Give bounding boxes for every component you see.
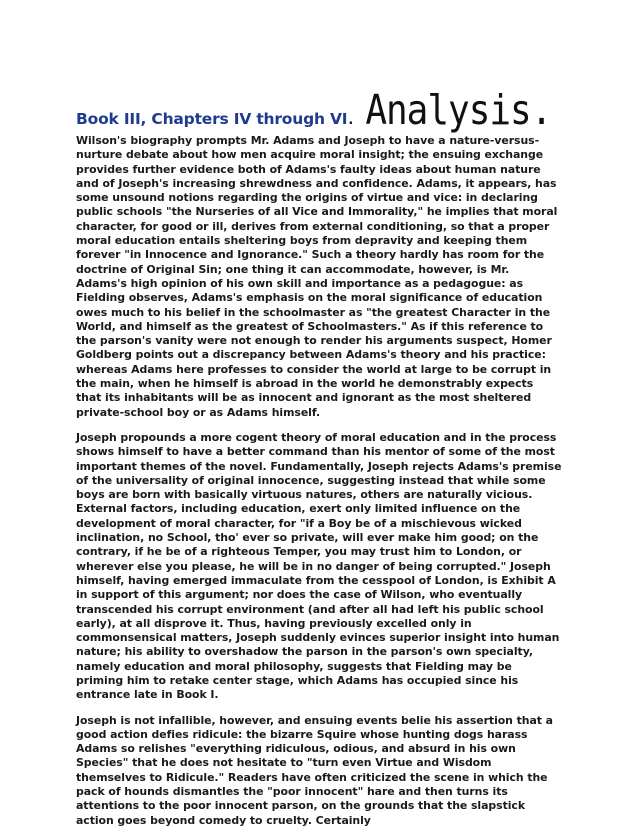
paragraph-2: Joseph propounds a more cogent theory of moral education and in the process shows himself to have a better command than his mentor of some of the most important themes of the novel. Fundamentally, Joseph rejects Adams's premise of the universality of original innocence, suggesting instead that while some boys are born with basically virtuous natures, others are naturally vicious. External factors, including education, exert only limited influence on the development of moral character, for "if a Boy be of a mischievous wicked inclination, no School, tho' ever so private, will ever make him good; on the contrary, if he be of a righteous Temper, you may trust him to London, or wherever else you please, he will be in no danger of being corrupted." Joseph himself, having emerged immaculate from the cesspool of London, is Exhibit A in support of this argument; nor does the case of Wilson, who eventually transcended his corrupt environment (and after all had left his public school early), at all disprove it. Thus, having previously excelled only in commonsensical matters, Joseph suddenly evinces superior insight into human nature; his ability to overshadow the parson in the parson's own specialty, namely education and moral philosophy, suggests that Fielding may be priming him to retake center stage, which Adams has occupied since his entrance late in Book I. [76,430,562,702]
paragraph-1: Wilson's biography prompts Mr. Adams and Joseph to have a nature-versus-nurture debate about how men acquire moral insight; the ensuing exchange provides further evidence both of Adams's faulty ideas about human nature and of Joseph's increasing shrewdness and confidence. Adams, it appears, has some unsound notions regarding the origins of virtue and vice: in declaring public schools "the Nurseries of all Vice and Immorality," he implies that moral character, for good or ill, derives from external conditioning, so that a proper moral education entails sheltering boys from depravity and keeping them forever "in Innocence and Ignorance." Such a theory hardly has room for the doctrine of Original Sin; one thing it can accommodate, however, is Mr. Adams's high opinion of his own skill and importance as a pedagogue: as Fielding observes, Adams's emphasis on the moral significance of education owes much to his belief in the schoolmaster as "the greatest Character in the World, and himself as the greatest of Schoolmasters." As if this reference to the parson's vanity were not enough to render his arguments suspect, Homer Goldberg points out a discrepancy between Adams's theory and his practice: whereas Adams here professes to consider the world at large to be corrupt in the main, when he himself is abroad in the world he demonstrably expects that its inhabitants will be as innocent and ignorant as the most sheltered private-school boy or as Adams himself. [76,134,558,419]
chapter-title: Book III, Chapters IV through VI [76,110,348,128]
title-period: . [348,113,354,128]
title-row [76,87,562,135]
paragraph-3: Joseph is not infallible, however, and ensuing events belie his assertion that a good action defies ridicule: the bizarre Squire whose hunting dogs harass Adams so relishes "everything ridiculous, odious, and absurd in his own Species" that he does not hesitate to "turn even Virtue and Wisdom themselves to Ridicule." Readers have often criticized the scene in which the pack of hounds dismantles the "poor innocent" hare and then turns its attentions to the poor innocent parson, on the grounds that the slapstick action goes beyond comedy to cruelty. Certainly [76,713,553,827]
analysis-heading: Analysis. [365,87,552,135]
